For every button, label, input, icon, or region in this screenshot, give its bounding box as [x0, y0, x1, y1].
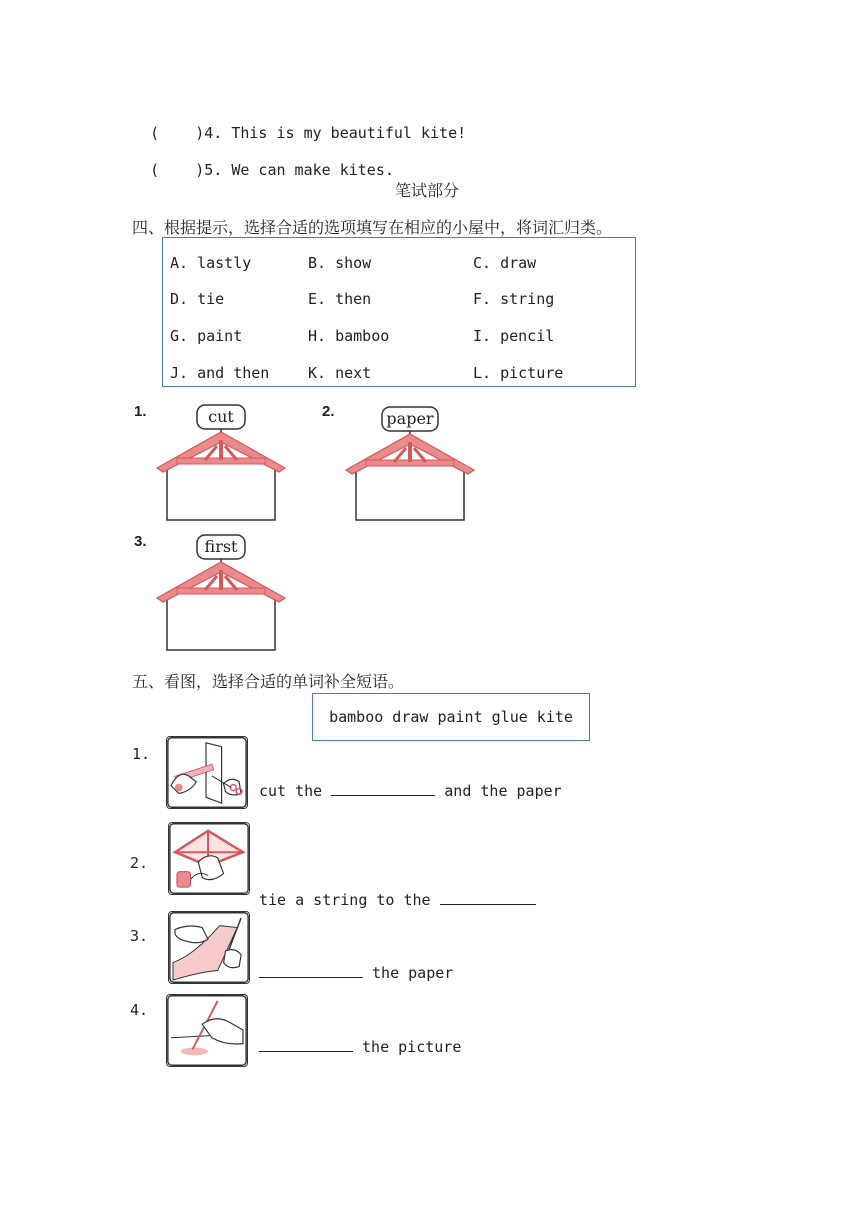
- item-4-number: 4.: [130, 1001, 149, 1019]
- answer-blank-4[interactable]: [259, 1037, 353, 1052]
- item-1-number: 1.: [132, 745, 151, 763]
- phrase-after: the paper: [372, 964, 454, 982]
- option-a: A. lastly: [170, 254, 252, 272]
- question-text: 5. We can make kites.: [204, 161, 394, 179]
- phrase-before: cut the: [259, 782, 323, 800]
- question-text: 4. This is my beautiful kite!: [204, 124, 467, 142]
- option-j: J. and then: [170, 364, 270, 382]
- answer-blank-1[interactable]: [331, 781, 435, 796]
- answer-paren[interactable]: ( ): [150, 124, 205, 142]
- house-2-number: 2.: [322, 403, 335, 420]
- option-e: E. then: [308, 290, 372, 308]
- question-4: [132, 106, 466, 142]
- item-3-phrase: [259, 963, 453, 982]
- option-h: H. bamboo: [308, 327, 390, 345]
- house-3-label: first: [204, 537, 238, 556]
- house-3-number: 3.: [134, 533, 147, 550]
- phrase-after: and the paper: [444, 782, 562, 800]
- option-i: I. pencil: [473, 327, 555, 345]
- option-k: K. next: [308, 364, 372, 382]
- house-body: [167, 600, 275, 650]
- part5-heading: 五、看图，选择合适的单词补全短语。: [132, 672, 405, 691]
- part4-heading: 四、根据提示，选择合适的选项填写在相应的小屋中，将词汇归类。: [132, 218, 613, 237]
- item-2-number: 2.: [130, 854, 149, 872]
- option-c: C. draw: [473, 254, 537, 272]
- section-title: 笔试部分: [395, 181, 460, 200]
- drawing-picture: [166, 994, 248, 1067]
- item-3-number: 3.: [130, 927, 149, 945]
- option-d: D. tie: [170, 290, 225, 308]
- item-4-phrase: [259, 1037, 461, 1056]
- word-bank: bamboo draw paint glue kite: [312, 693, 590, 741]
- option-f: F. string: [473, 290, 555, 308]
- option-g: G. paint: [170, 327, 243, 345]
- answer-blank-2[interactable]: [440, 890, 536, 905]
- house-1-number: 1.: [134, 403, 147, 420]
- house-2-label: paper: [386, 409, 434, 428]
- kite-tying-picture: [168, 822, 250, 895]
- phrase-before: tie a string to the: [259, 891, 431, 909]
- item-1-phrase: [259, 781, 562, 800]
- painting-picture: [168, 911, 250, 984]
- house-body: [167, 470, 275, 520]
- option-b: B. show: [308, 254, 372, 272]
- item-2-phrase: [259, 890, 536, 909]
- cutting-picture: [166, 736, 248, 809]
- question-5: [132, 143, 394, 179]
- answer-blank-3[interactable]: [259, 963, 363, 978]
- answer-paren[interactable]: ( ): [150, 161, 205, 179]
- house-body: [356, 472, 464, 520]
- phrase-after: the picture: [362, 1038, 462, 1056]
- option-l: L. picture: [473, 364, 564, 382]
- house-1-label: cut: [208, 407, 234, 426]
